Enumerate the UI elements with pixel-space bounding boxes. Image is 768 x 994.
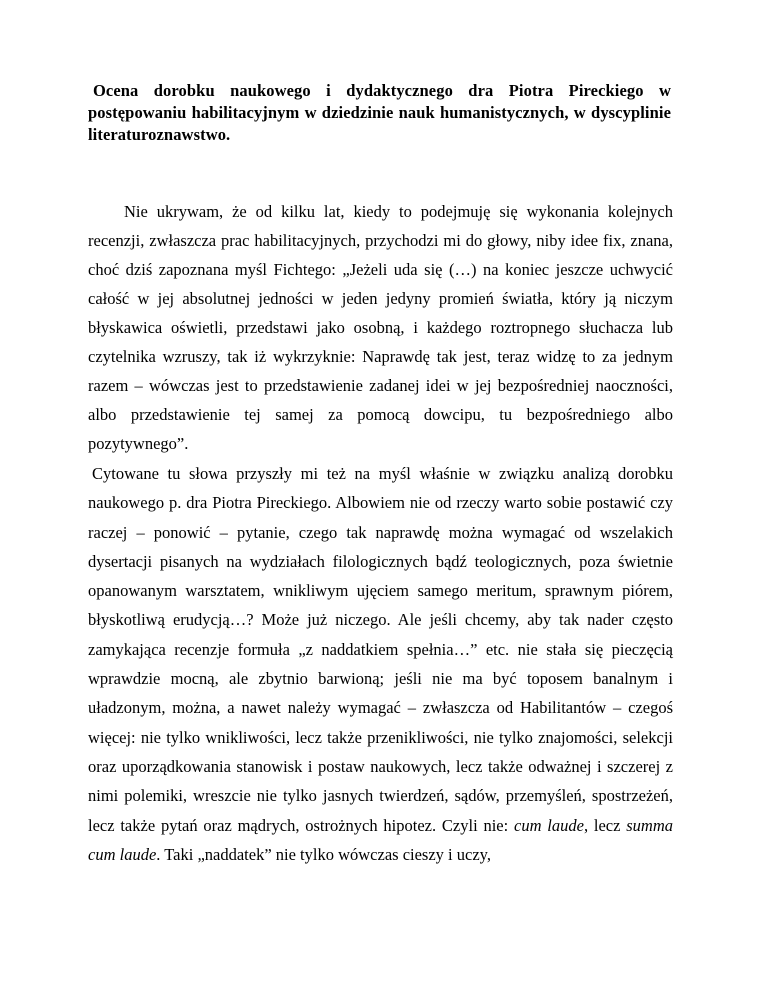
document-heading: Ocena dorobku naukowego i dydaktycznego dra Piotra Pireckiego w postępowaniu habilitacyjnym w dziedzinie nauk humanistycznych, w dyscyplinie literaturoznawstwo. bbox=[88, 81, 671, 144]
paragraph-1: Nie ukrywam, że od kilku lat, kiedy to podejmuję się wykonania kolejnych recenzji, zwłaszcza prac habilitacyjnych, przychodzi mi do głowy, niby idee fix, znana, choć dziś zapoznana myśl Fichtego: „Jeżeli uda się (…) na koniec jeszcze uchwycić całość w jej absolutnej jedności w jeden jedyny promień światła, który ją niczym błyskawica oświetli, przedstawi jako osobną, i każdego roztropnego słuchacza lub czytelnika wzruszy, tak iż wykrzyknie: Naprawdę tak jest, teraz widzę to za jednym razem – wówczas jest to przedstawienie zadanej idei w jej bezpośredniej naoczności, albo przedstawienie tej samej za pomocą dowcipu, tu bezpośredniego albo pozytywnego”. bbox=[88, 202, 673, 453]
paragraph-2 bbox=[88, 459, 673, 869]
paragraph-2-italic-summa-cum-laude: summa cum laude bbox=[88, 815, 673, 864]
paragraph-2-italic-cum-laude: cum laude bbox=[514, 815, 584, 835]
paragraph-2-text-3: . Taki „naddatek” nie tylko wówczas cieszy i uczy, bbox=[156, 844, 491, 864]
paragraph-2-text-1: Cytowane tu słowa przyszły mi też na myśl właśnie w związku analizą dorobku naukowego p. dra Piotra Pireckiego. Albowiem nie od rzeczy warto sobie postawić czy raczej – ponowić – pytanie, czego tak naprawdę można wymagać od wszelakich dysertacji pisanych na wydziałach filologicznych bądź teologicznych, poza świetnie opanowanym warsztatem, wnikliwym ujęciem samego meritum, sprawnym piórem, błyskotliwą erudycją…? Może już niczego. Ale jeśli chcemy, aby tak nader często zamykająca recenzje formuła „z naddatkiem spełnia…” etc. nie stała się pieczęcią wprawdzie mocną, ale zbytnio barwioną; jeśli nie ma być toposem banalnym i uładzonym, można, a nawet należy wymagać – zwłaszcza od Habilitantów – czegoś więcej: nie tylko wnikliwości, lecz także przenikliwości, nie tylko znajomości, selekcji oraz uporządkowania stanowisk i postaw naukowych, lecz także odważnej i szczerej z nimi polemiki, wreszcie nie tylko jasnych twierdzeń, sądów, przemyśleń, spostrzeżeń, lecz także pytań oraz mądrych, ostrożnych hipotez. Czyli nie: bbox=[88, 464, 673, 835]
paragraph-2-text-2: , lecz bbox=[583, 815, 627, 835]
